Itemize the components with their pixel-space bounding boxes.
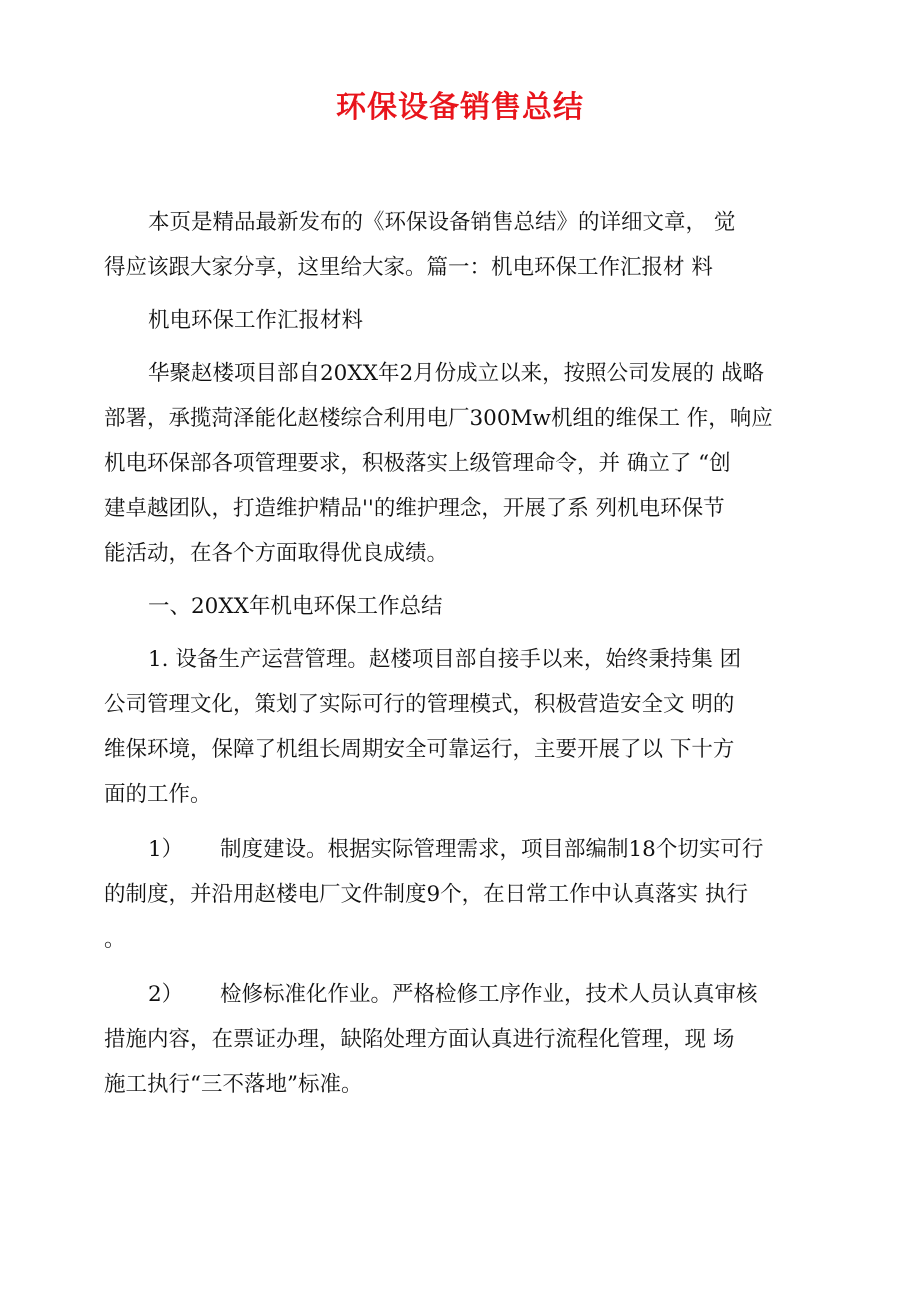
text-line: 的制度，并沿用赵楼电厂文件制度9个，在日常工作中认真落实 执行 <box>104 882 749 907</box>
text-line: 机电环保部各项管理要求，积极落实上级管理命令，并 确立了 “创 <box>104 451 731 476</box>
text-line: 华聚赵楼项目部自20XX年2月份成立以来，按照公司发展的 战略 <box>148 361 764 386</box>
text-line: 1. 设备生产运营管理。赵楼项目部自接手以来，始终秉持集 团 <box>148 647 742 672</box>
list-item-text: 检修标准化作业。严格检修工序作业，技术人员认真审核 <box>220 982 758 1007</box>
text-line: 得应该跟大家分享，这里给大家。篇一：机电环保工作汇报材 料 <box>104 255 713 280</box>
text-line: 公司管理文化，策划了实际可行的管理模式，积极营造安全文 明的 <box>104 692 735 717</box>
text-line: 维保环境，保障了机组长周期安全可靠运行，主要开展了以 下十方 <box>104 737 735 762</box>
text-line: 施工执行“三不落地”标准。 <box>104 1072 363 1097</box>
text-line: 建卓越团队，打造维护精品''的维护理念，开展了系 列机电环保节 <box>104 496 725 521</box>
text-line: 。 <box>104 927 126 952</box>
section-subtitle: 机电环保工作汇报材料 <box>148 308 364 333</box>
list-number: 1） <box>148 837 184 862</box>
text-line: 能活动，在各个方面取得优良成绩。 <box>104 541 449 566</box>
text-line: 部署，承揽菏泽能化赵楼综合利用电厂300Mw机组的维保工 作，响应 <box>104 406 773 431</box>
document-body <box>104 200 816 1107</box>
list-number: 2） <box>148 982 184 1007</box>
list-item <box>104 827 816 872</box>
text-line: 措施内容，在票证办理，缺陷处理方面认真进行流程化管理，现 场 <box>104 1027 735 1052</box>
text-line: 面的工作。 <box>104 782 212 807</box>
section-heading: 一、20XX年机电环保工作总结 <box>148 594 443 619</box>
document-title: 环保设备销售总结 <box>336 90 584 125</box>
text-line: 本页是精品最新发布的《环保设备销售总结》的详细文章， 觉 <box>148 210 736 235</box>
list-item <box>104 972 816 1017</box>
list-item-text: 制度建设。根据实际管理需求，项目部编制18个切实可行 <box>220 837 764 862</box>
